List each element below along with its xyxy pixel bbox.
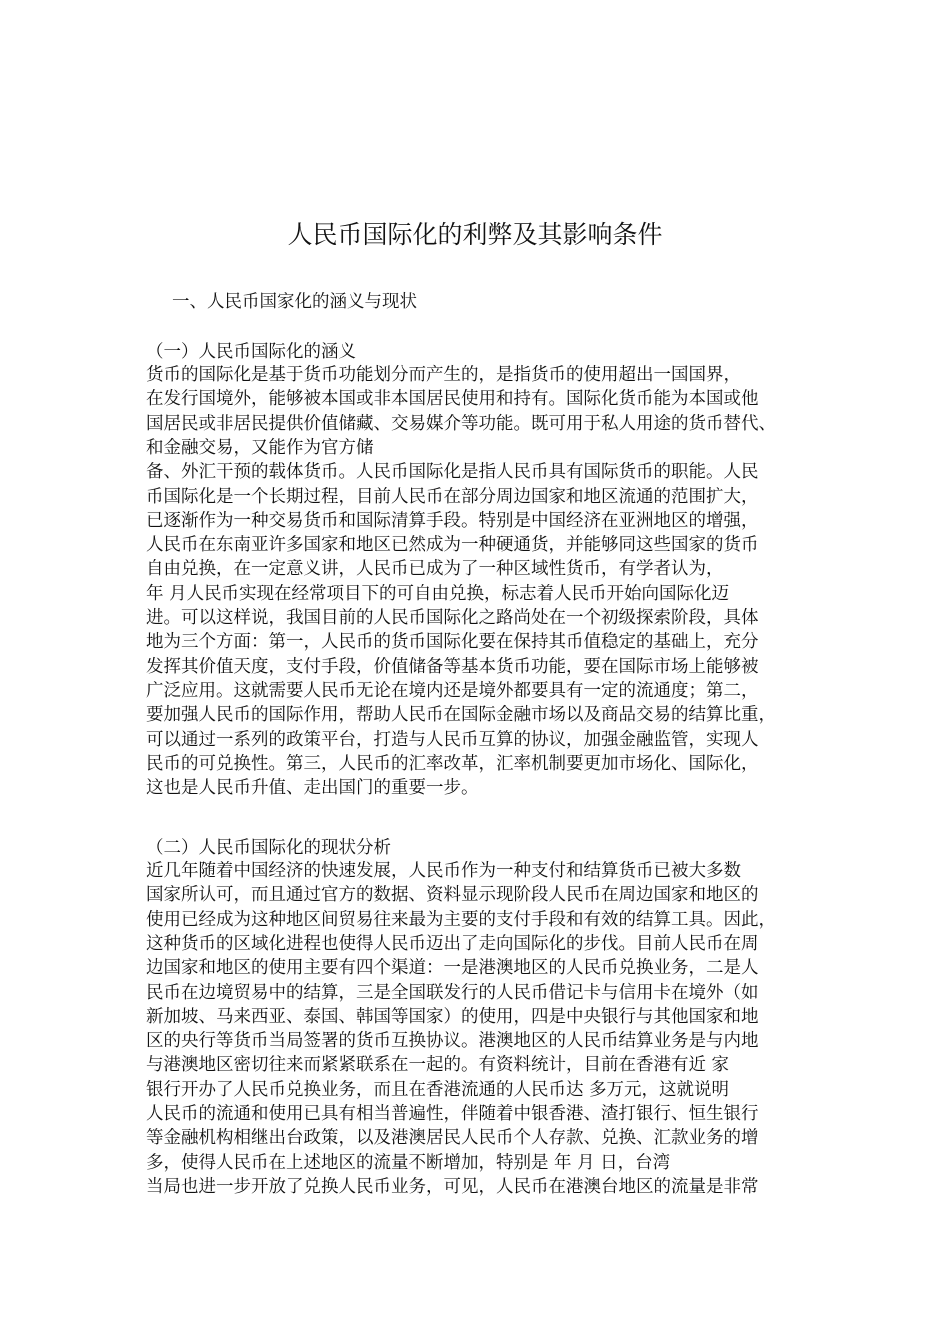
paragraph-line: 发挥其价值天度，支付手段，价值储备等基本货币功能，要在国际市场上能够被 [146, 656, 759, 677]
paragraph-line: 和金融交易，又能作为官方储 [146, 437, 374, 458]
section-heading-1: 一、人民币国家化的涵义与现状 [172, 292, 417, 312]
paragraph-line: 区的央行等货币当局签署的货币互换协议。港澳地区的人民币结算业务是与内地 [146, 1031, 759, 1052]
paragraph-line: 使用已经成为这种地区间贸易往来最为主要的支付手段和有效的结算工具。因此， [146, 909, 776, 930]
paragraph-line: 新加坡、马来西亚、泰国、韩国等国家）的使用，四是中央银行与其他国家和地 [146, 1006, 759, 1027]
paragraph-line: 国居民或非居民提供价值储藏、交易媒介等功能。既可用于私人用途的货币替代、 [146, 413, 776, 434]
paragraph-line: 进。可以这样说，我国目前的人民币国际化之路尚处在一个初级探索阶段，具体 [146, 608, 759, 628]
paragraph-line: 当局也进一步开放了兑换人民币业务，可见，人民币在港澳台地区的流量是非常 [146, 1176, 759, 1197]
paragraph-line: 地为三个方面：第一，人民币的货币国际化要在保持其币值稳定的基础上，充分 [146, 632, 759, 653]
paragraph-line: 广泛应用。这就需要人民币无论在境内还是境外都要具有一定的流通度；第二， [146, 680, 759, 701]
paragraph-line: 多，使得人民币在上述地区的流量不断增加，特别是 年 月 日，台湾 [146, 1152, 671, 1173]
paragraph-line: 国家所认可，而且通过官方的数据、资料显示现阶段人民币在周边国家和地区的 [146, 885, 759, 906]
paragraph-line: 这种货币的区域化进程也使得人民币迈出了走向国际化的步伐。目前人民币在周 [146, 933, 759, 954]
paragraph-line: 可以通过一系列的政策平台，打造与人民币互算的协议，加强金融监管，实现人 [146, 729, 759, 750]
paragraph-line: 人民币的流通和使用已具有相当普遍性，伴随着中银香港、渣打银行、恒生银行 [146, 1104, 759, 1124]
paragraph-line: 这也是人民币升值、走出国门的重要一步。 [146, 778, 479, 799]
subsection-heading-2: （二）人民币国际化的现状分析 [146, 838, 391, 858]
paragraph-line: 备、外汇干预的载体货币。人民币国际化是指人民币具有国际货币的职能。人民 [146, 462, 759, 483]
paragraph-line: 已逐渐作为一种交易货币和国际清算手段。特别是中国经济在亚洲地区的增强， [146, 510, 759, 531]
paragraph-line: 边国家和地区的使用主要有四个渠道：一是港澳地区的人民币兑换业务，二是人 [146, 958, 759, 979]
paragraph-line: 年 月人民币实现在经常项目下的可自由兑换，标志着人民币开始向国际化迈 [146, 583, 730, 604]
document-title: 人民币国际化的利弊及其影响条件 [287, 220, 663, 249]
paragraph-line: 人民币在东南亚许多国家和地区已然成为一种硬通货，并能够同这些国家的货币 [146, 535, 759, 556]
paragraph-line: 在发行国境外，能够被本国或非本国居民使用和持有。国际化货币能为本国或他 [146, 389, 759, 410]
paragraph-line: 银行开办了人民币兑换业务，而且在香港流通的人民币达 多万元，这就说明 [146, 1079, 730, 1100]
paragraph-line: 等金融机构相继出台政策，以及港澳居民人民币个人存款、兑换、汇款业务的增 [146, 1128, 759, 1149]
subsection-heading-1: （一）人民币国际化的涵义 [146, 342, 356, 362]
paragraph-line: 民币在边境贸易中的结算，三是全国联发行的人民币借记卡与信用卡在境外（如 [146, 982, 759, 1003]
paragraph-line: 民币的可兑换性。第三，人民币的汇率改革，汇率机制要更加市场化、国际化， [146, 753, 759, 774]
paragraph-line: 近几年随着中国经济的快速发展，人民币作为一种支付和结算货币已被大多数 [146, 861, 741, 881]
paragraph-line: 要加强人民币的国际作用，帮助人民币在国际金融市场以及商品交易的结算比重， [146, 705, 776, 726]
paragraph-line: 自由兑换，在一定意义讲，人民币已成为了一种区域性货币，有学者认为， [146, 559, 724, 580]
paragraph-line: 币国际化是一个长期过程，目前人民币在部分周边国家和地区流通的范围扩大， [146, 486, 759, 507]
paragraph-line: 货币的国际化是基于货币功能划分而产生的，是指货币的使用超出一国国界， [146, 365, 741, 385]
paragraph-line: 与港澳地区密切往来而紧紧联系在一起的。有资料统计，目前在香港有近 家 [146, 1055, 730, 1076]
